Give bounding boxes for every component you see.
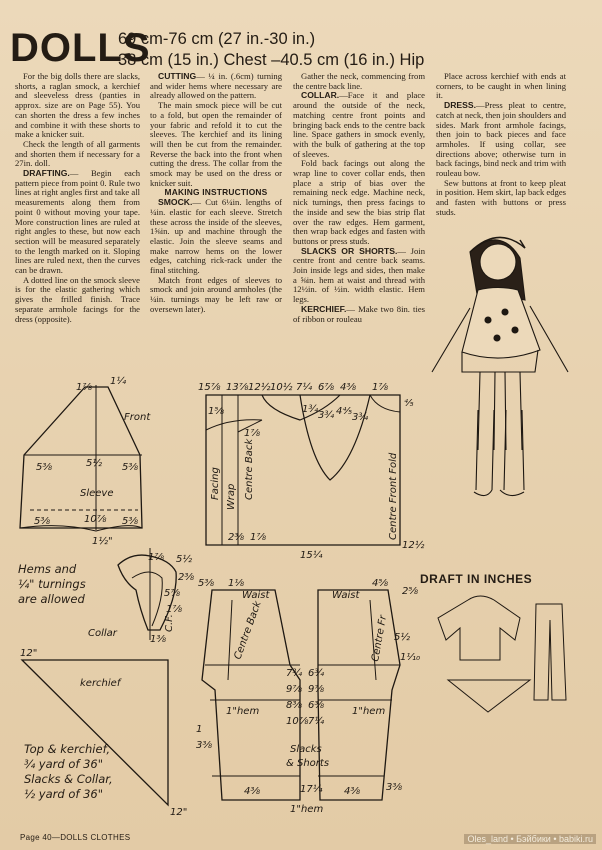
dim-label: 1⅒: [400, 652, 421, 663]
dim-label: 7¾: [286, 668, 303, 679]
dim-label: 6⅜: [308, 700, 325, 711]
facing-label: Facing: [210, 467, 221, 500]
dim-label: 1⅞: [250, 532, 267, 543]
dim-label: 1⅜: [150, 634, 167, 645]
paragraph: Place across kerchief with ends at corners, to be caught in when lining it.: [436, 71, 566, 101]
paragraph: COLLAR.—Face it and place around the outside of the neck, matching centre front points and bringing back ends to the centre back line. Space gathers in smock evenly, with the bulk of gathering at the top of sleeves.: [293, 90, 425, 159]
dim-label: 5⅞: [164, 588, 181, 599]
dim-label: 6¾: [308, 668, 325, 679]
paragraph: Fold back facings out along the wrap line to cover collar ends, then place a strip of bias over the remaining neck edge. Machine neck, nick turnings, then press facings to the inside and sew the bias strip flat over the raw edges. Hem garment, then wrap back edges and fasten with buttons or press studs.: [293, 158, 425, 246]
dim-label: 10½: [270, 382, 293, 393]
waist-label: Waist: [242, 590, 270, 601]
doll-illustration: [432, 237, 568, 495]
dim-label: 1¼: [110, 376, 127, 387]
section-heading: MAKING INSTRUCTIONS: [164, 187, 268, 198]
dim-label: 3⅜: [196, 740, 213, 751]
dim-label: 5⅜: [198, 578, 215, 589]
dim-label: ⅘: [404, 398, 414, 409]
slacks-label: Slacks: [290, 744, 322, 755]
paragraph: Sew buttons at front to keep pleat in position. Hem skirt, lap back edges and fasten with buttons or press studs.: [436, 177, 566, 217]
dim-label: 2⅜: [228, 532, 245, 543]
page-title: DOLLS: [10, 26, 151, 70]
dim-label: 17¼: [300, 784, 323, 795]
slacks-label: & Shorts: [286, 758, 330, 769]
dim-label: 5½: [394, 632, 411, 643]
dim-label: 5⅜: [34, 516, 51, 527]
dim-label: 6⅞: [318, 382, 335, 393]
dim-label: 12": [170, 807, 188, 818]
size-line-2: 38 cm (15 in.) Chest –40.5 cm (16 in.) Hip: [118, 51, 425, 69]
dim-label: 4⅜: [340, 382, 357, 393]
dim-label: 4⅘: [336, 406, 353, 417]
dim-label: 2⅜: [178, 572, 195, 583]
collar-label: Collar: [88, 628, 117, 639]
paragraph: Check the length of all garments and shorten them if necessary for a 27in. doll.: [15, 138, 140, 169]
paragraph: KERCHIEF.— Make two 8in. ties of ribbon or rouleau: [293, 303, 425, 324]
dim-label: 15⅞: [198, 382, 221, 393]
watermark: Oles_land • Бэйбики • babiki.ru: [464, 834, 596, 844]
paragraph: Gather the neck, commencing from the centre back line.: [293, 71, 425, 91]
size-line-1: 69 cm-76 cm (27 in.-30 in.): [118, 30, 316, 48]
paragraph: CUTTING— ¼ in. (.6cm) turning and wider hems where necessary are already allowed on the pattern.: [150, 71, 282, 101]
front-label: Front: [124, 412, 151, 423]
dim-label: 10⅞: [84, 514, 107, 525]
dim-label: 12½: [248, 382, 271, 393]
waist-label: Waist: [332, 590, 360, 601]
paragraph: DRAFTING.— Begin each pattern piece from point 0. Rule two lines at right angles first and take all measurements along them from point 0 without moving your tape. More construction lines are ruled at right angles to these, but now each section will be measured separately to the length marked on it. Sloping lines are ruled next, then the curves can be drawn.: [15, 168, 140, 276]
dim-label: 1¾: [302, 404, 319, 415]
dim-label: 9⅞: [286, 684, 303, 695]
dim-label: 2⅝: [402, 586, 419, 597]
dim-label: 15¼: [300, 550, 323, 561]
dim-label: 8⅜: [286, 700, 303, 711]
centre-back-label: Centre Back: [232, 599, 264, 662]
paragraph: DRESS.—Press pleat to centre, catch at neck, then join shoulders and sides. Mark front armhole facings, then join to back pieces and face armholes. If using collar, see directions above; otherwise turn in back facings, bind neck and trim with rouleau bow.: [436, 100, 566, 179]
dim-label: 1: [196, 724, 203, 735]
yardage-note: Top & kerchief, ¾ yard of 36" Slacks & Collar, ½ yard of 36": [24, 742, 113, 801]
dim-label: 9⅞: [308, 684, 325, 695]
cf-label: C.F.: [164, 614, 175, 632]
dim-label: 4⅜: [344, 786, 361, 797]
dim-label: 1½": [92, 536, 113, 547]
dim-label: 5⅜: [36, 462, 53, 473]
dim-label: 1⅞: [372, 382, 389, 393]
dim-label: 1⅛: [228, 578, 245, 589]
paragraph: For the big dolls there are slacks, shorts, a raglan smock, a kerchief and sleeveless dress (panties in approx. size are on Page 55). You can shorten the dress a few inches and combine it with these shorts to make a knicker suit.: [15, 71, 140, 140]
dim-label: 4⅝: [372, 578, 389, 589]
draft-thumbnails: [438, 596, 566, 712]
sleeve-pattern: [20, 385, 142, 531]
dim-label: 7¼: [296, 382, 313, 393]
sleeve-label: Sleeve: [80, 488, 114, 499]
dim-label: 5½: [86, 458, 103, 469]
centre-back-label: Centre Back: [244, 438, 255, 500]
run-in-heading: DRAFTING.: [23, 168, 70, 179]
dim-label: 13⅞: [226, 382, 249, 393]
dim-label: 3¾: [352, 412, 369, 423]
dim-label: 10⅞: [286, 716, 309, 727]
kerchief-label: kerchief: [80, 678, 121, 689]
dim-label: 1⅝: [208, 406, 225, 417]
paragraph: Match front edges of sleeves to smock and join around armholes (the ¼in. turnings may be left raw or oversewn later).: [150, 274, 282, 314]
dim-label: 12": [20, 648, 38, 659]
hem-label: 1"hem: [352, 706, 386, 717]
dim-label: 1⅞: [148, 552, 165, 563]
dim-label: 12½: [402, 540, 425, 551]
dim-label: 5⅜: [122, 462, 139, 473]
hems-note: Hems and ¼" turnings are allowed: [18, 562, 86, 606]
smock-pattern: [206, 395, 400, 545]
dim-label: 5⅜: [122, 516, 139, 527]
centre-front-label: Centre Fr: [370, 614, 390, 663]
paragraph: SMOCK.— Cut 6¼in. lengths of ¼in. elastic for each sleeve. Stretch these across the inside of the sleeves, 1⅝in. up and machine through the elastic. Join the sleeve seams and make narrow hems on the lower edges, catching rick-rack under the final stitching.: [150, 197, 282, 276]
hem-label: 1"hem: [226, 706, 260, 717]
hem-label: 1"hem: [290, 804, 324, 815]
dim-label: 3¾: [318, 410, 335, 421]
dim-label: 5½: [176, 554, 193, 565]
dim-label: 1⅞: [244, 428, 261, 439]
dim-label: 1⅞: [76, 382, 93, 393]
dim-label: 7¼: [308, 716, 325, 727]
dim-label: 4⅜: [244, 786, 261, 797]
wrap-label: Wrap: [226, 483, 237, 510]
dim-label: 3⅜: [386, 782, 403, 793]
centre-front-fold-label: Centre Front Fold: [388, 452, 399, 540]
dim-label: 1⅞: [166, 604, 183, 615]
paragraph: SLACKS OR SHORTS.— Join centre front and centre back seams. Join inside legs and sides, then make a ⅝in. hem at waist and thread with 12½in. of ½in. width elastic. Hem legs.: [293, 245, 425, 305]
paragraph: A dotted line on the smock sleeve is for the elastic gathering which gives the frilled finish. Trace separate armhole facings for the dress (opposite).: [15, 274, 140, 324]
draft-heading: DRAFT IN INCHES: [420, 572, 533, 586]
paragraph: The main smock piece will be cut to a fold, but open the remainder of your fabric and refold it to cut the sleeves. The kerchief and its lining will then be cut from the remainder. Reverse the back into the front when cutting the dress. The collar from the smock may be used on the dress or knicker suit.: [150, 100, 282, 188]
page-footer: Page 40—DOLLS CLOTHES: [20, 833, 131, 842]
